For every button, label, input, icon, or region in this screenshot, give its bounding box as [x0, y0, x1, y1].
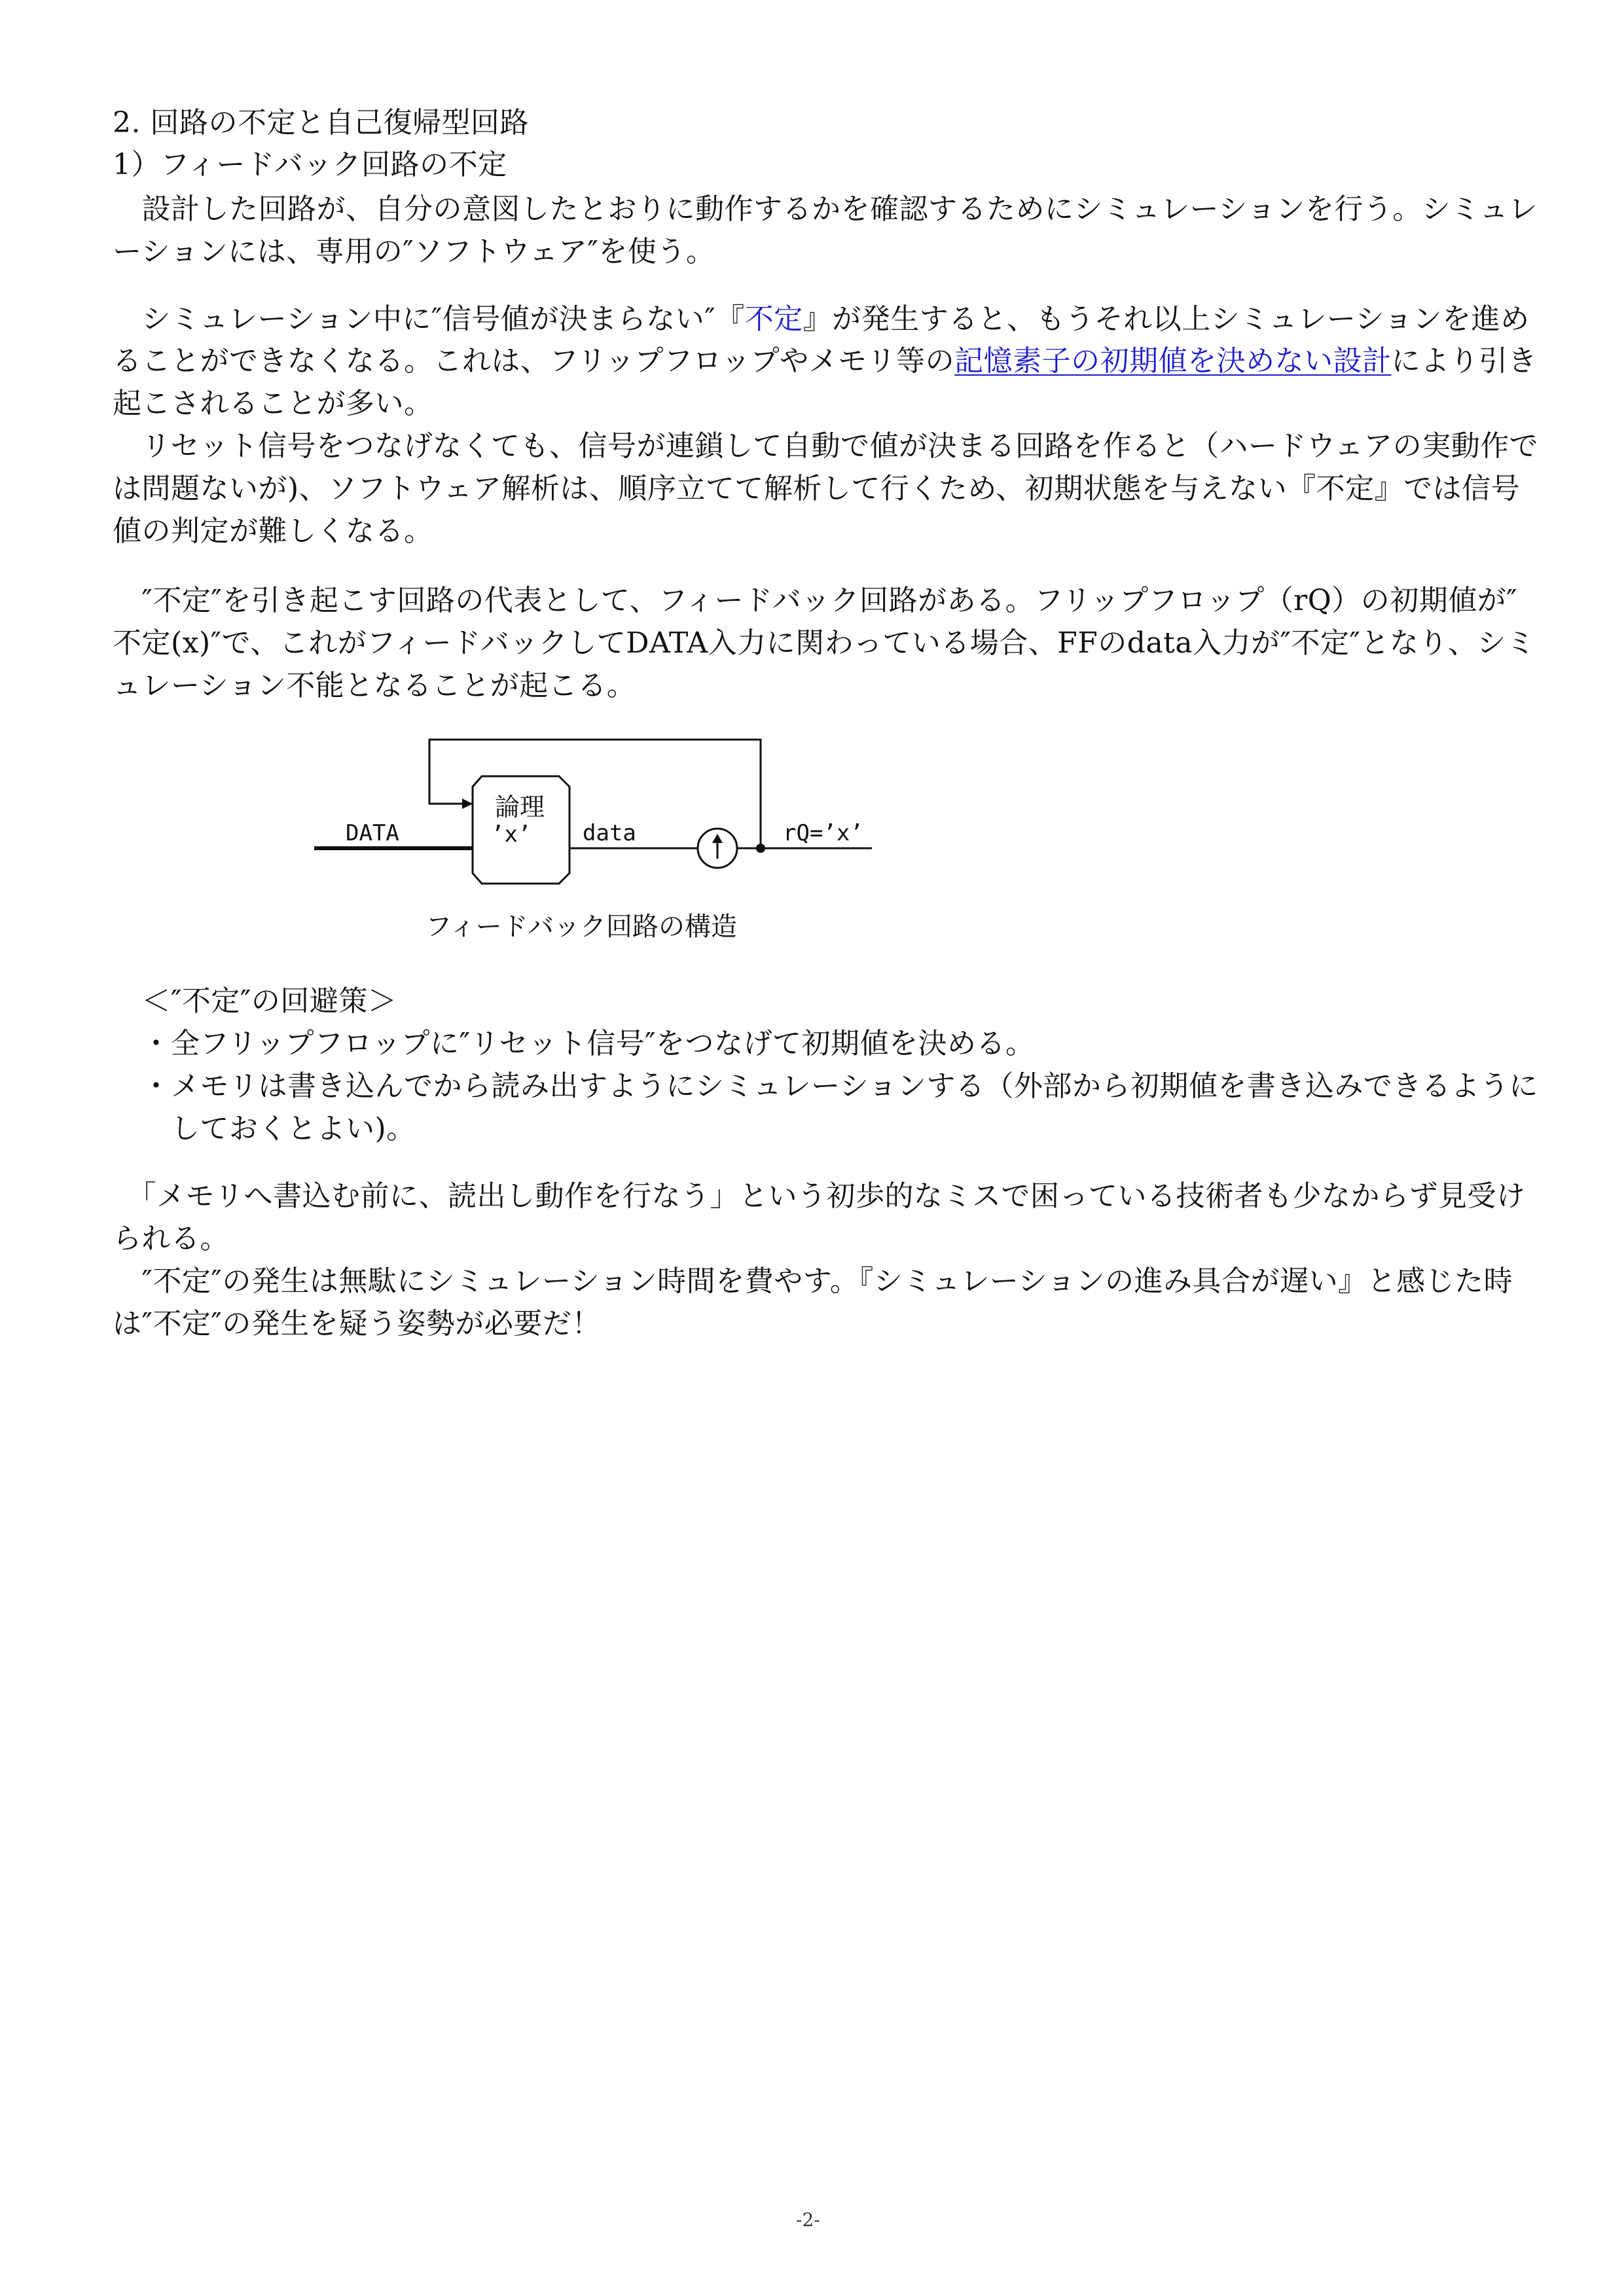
paragraph-2-line-1-end: 』が発生すると、もうそれ以上シミュレーションを進め	[803, 302, 1530, 336]
paragraph-2-line-3: 起こされることが多い。	[113, 387, 433, 420]
data-input-label: DATA	[346, 820, 399, 846]
data-label: data	[583, 820, 636, 846]
paragraph-2-line-1-start: シミュレーション中に″信号値が決まらない″『	[113, 302, 745, 336]
subsection-heading: 1）フィードバック回路の不定	[113, 148, 507, 181]
paragraph-4-line-2: 不定(x)″で、これがフィードバックしてDATA入力に関わっている場合、FFのdata入力が″不定″となり、シミ	[113, 626, 1536, 660]
paragraph-3-line-2: は問題ないが)、ソフトウェア解析は、順序立てて解析して行くため、初期状態を与えない『不定』では信号	[113, 472, 1521, 505]
logic-value: ’x’	[491, 821, 532, 848]
output-label: rQ=’x’	[783, 820, 863, 846]
junction-dot	[756, 844, 765, 853]
paragraph-4-line-1: ″不定″を引き起こす回路の代表として、フィードバック回路がある。フリップフロップ（rQ）の初期値が″	[113, 584, 1518, 617]
feedback-arrow-head	[462, 798, 473, 809]
page-number: -2-	[796, 2209, 820, 2231]
paragraph-2-line-2	[113, 342, 1538, 381]
paragraph-1-line-2: ーションには、専用の″ソフトウェア″を使う。	[113, 235, 715, 268]
closing-paragraph-1-line-2: られる。	[113, 1222, 229, 1255]
paragraph-2-line-2-end: により引き	[1391, 344, 1538, 378]
closing-paragraph-2-line-1: ″不定″の発生は無駄にシミュレーション時間を費やす。『シミュレーションの進み具合が遅い』と感じた時	[113, 1265, 1513, 1298]
paragraph-4-line-3: ュレーション不能となることが起こる。	[113, 669, 636, 702]
diagram-caption: フィードバック回路の構造	[425, 912, 737, 942]
undefined-term: 不定	[744, 302, 803, 336]
paragraph-2-line-2-start: ることができなくなる。これは、フリップフロップやメモリ等の	[113, 344, 955, 378]
memory-initial-value-link[interactable]: 記憶素子の初期値を決めない設計	[954, 344, 1392, 378]
section-heading: 2. 回路の不定と自己復帰型回路	[113, 106, 529, 139]
paragraph-2-line-1	[113, 300, 1530, 339]
paragraph-1-line-1: 設計した回路が、自分の意図したとおりに動作するかを確認するためにシミュレーションを行う。シミュレ	[113, 192, 1538, 226]
avoidance-bullet-1: ・全フリップフロップに″リセット信号″をつなげて初期値を決める。	[113, 1027, 1035, 1060]
closing-paragraph-1-line-1: 「メモリへ書込む前に、読出し動作を行なう」という初歩的なミスで困っている技術者も少なからず見受け	[113, 1179, 1526, 1213]
paragraph-3-line-3: 値の判定が難しくなる。	[113, 514, 433, 548]
feedback-circuit-diagram	[301, 726, 877, 897]
closing-paragraph-2-line-2: は″不定″の発生を疑う姿勢が必要だ！	[113, 1307, 601, 1340]
avoidance-bullet-2-line-1: ・メモリは書き込んでから読み出すようにシミュレーションする（外部から初期値を書き込みできるように	[113, 1069, 1538, 1103]
paragraph-3-line-1: リセット信号をつなげなくても、信号が連鎖して自動で値が決まる回路を作ると（ハードウェアの実動作で	[113, 429, 1539, 463]
avoidance-bullet-2-line-2: しておくとよい)。	[113, 1112, 416, 1145]
avoidance-title: ＜″不定″の回避策＞	[113, 984, 397, 1018]
logic-label: 論理	[495, 793, 545, 821]
